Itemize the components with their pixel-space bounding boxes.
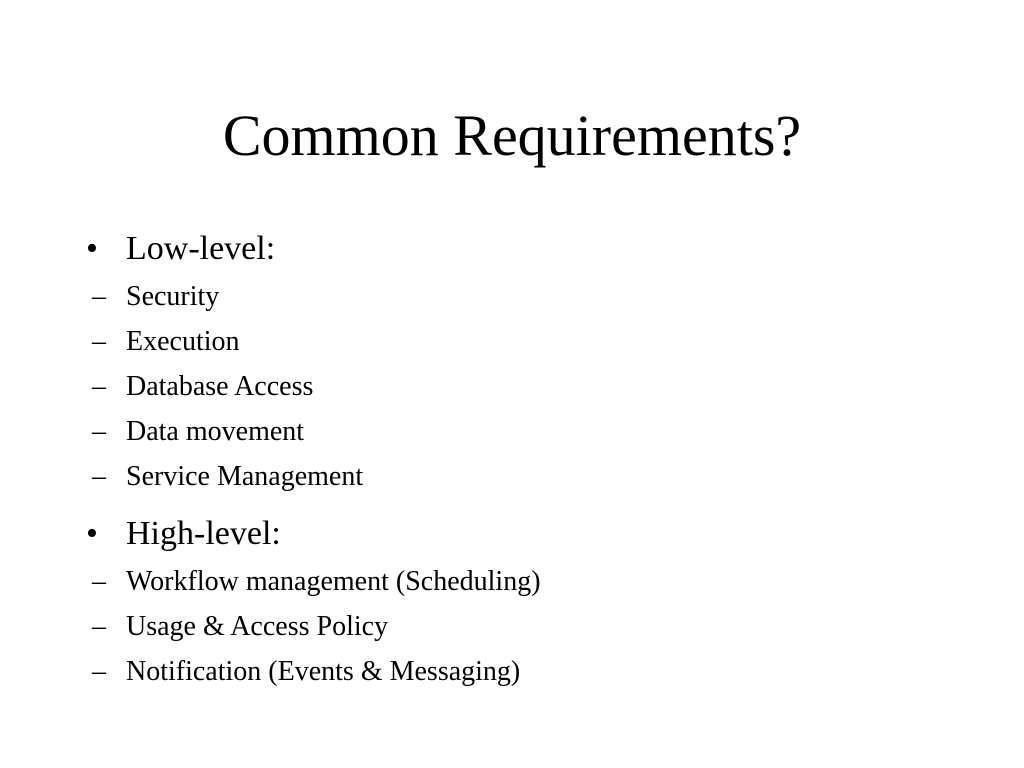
sub-bullet-text: Usage & Access Policy [126,611,389,642]
dash-icon: – [92,281,106,312]
sub-bullet-item [80,649,980,694]
sub-bullet-item [80,559,980,604]
bullet-item-high-level [80,509,980,559]
bullet-heading: High-level: [126,515,281,552]
sub-bullet-item [80,274,980,319]
sub-bullet-text: Service Management [126,461,364,492]
dash-icon: – [92,566,106,597]
dash-icon: – [92,656,106,687]
sub-bullet-list-low-level [80,274,980,499]
dash-icon: – [92,416,106,447]
dash-icon: – [92,371,106,402]
sub-bullet-text: Security [126,281,220,312]
sub-bullet-text: Data movement [126,416,305,447]
sub-bullet-text: Workflow management (Scheduling) [126,566,541,597]
dash-icon: – [92,461,106,492]
dash-icon: – [92,611,106,642]
bullet-icon: • [86,515,98,552]
sublist-container [80,274,980,499]
bullet-item-low-level [80,224,980,274]
sub-bullet-item [80,604,980,649]
sub-bullet-text: Notification (Events & Messaging) [126,656,521,687]
sub-bullet-item [80,364,980,409]
bullet-icon: • [86,230,98,267]
bullet-heading: Low-level: [126,230,276,267]
sub-bullet-text: Execution [126,326,240,357]
sub-bullet-item [80,454,980,499]
bullet-list [80,224,980,704]
dash-icon: – [92,326,106,357]
sub-bullet-item [80,409,980,454]
slide-title: Common Requirements? [222,103,802,168]
sublist-container [80,559,980,694]
sub-bullet-item [80,319,980,364]
sub-bullet-list-high-level [80,559,980,694]
sub-bullet-text: Database Access [126,371,314,402]
